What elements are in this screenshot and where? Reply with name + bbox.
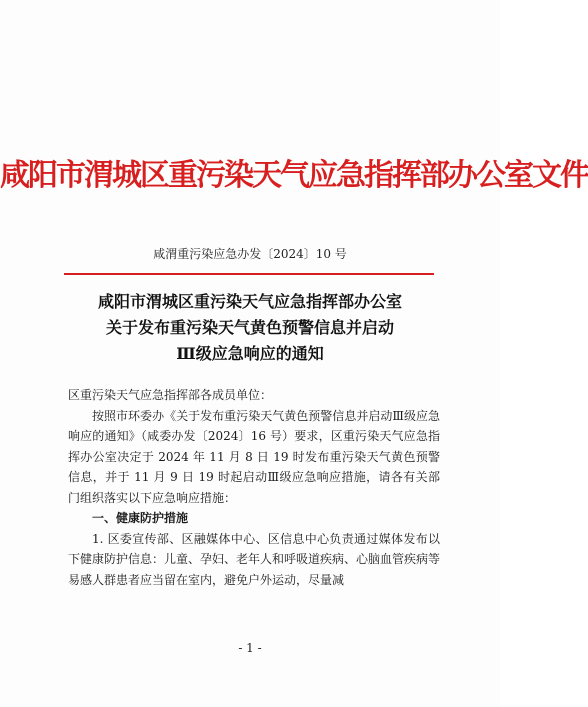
body-paragraph-2: 1. 区委宣传部、区融媒体中心、区信息中心负责通过媒体发布以下健康防护信息：儿童、孕妇、老年人和呼吸道疾病、心脑血管疾病等易感人群患者应当留在室内，避免户外运动，尽量减 — [68, 531, 441, 587]
document-header-title: 咸阳市渭城区重污染天气应急指挥部办公室文件 — [0, 158, 588, 193]
notice-title — [0, 289, 500, 367]
notice-title-line-1: 咸阳市渭城区重污染天气应急指挥部办公室 — [97, 292, 402, 311]
page-number: - 1 - — [238, 641, 262, 655]
document-number: 咸渭重污染应急办发〔2024〕10 号 — [153, 247, 347, 261]
document-body — [68, 385, 440, 590]
notice-title-line-2: 关于发布重污染天气黄色预警信息并启动 — [105, 318, 394, 337]
addressee: 区重污染天气应急指挥部各成员单位： — [68, 388, 273, 402]
section-heading-health-protection: 一、健康防护措施 — [92, 511, 189, 525]
notice-title-line-3: Ⅲ级应急响应的通知 — [176, 344, 324, 363]
header-divider-line — [64, 273, 434, 275]
body-paragraph-1: 按照市环委办《关于发布重污染天气黄色预警信息并启动Ⅲ级应急响应的通知》（咸委办发〔2024〕16 号）要求，区重污染天气应急指挥办公室决定于 2024 年 11 月 8 日 19 时发布重污染天气黄色预警信息，并于 11 月 9 日 19 时起启动Ⅲ级应急响应措施，请各有关部门组织落实以下应急响应措施： — [68, 408, 440, 505]
